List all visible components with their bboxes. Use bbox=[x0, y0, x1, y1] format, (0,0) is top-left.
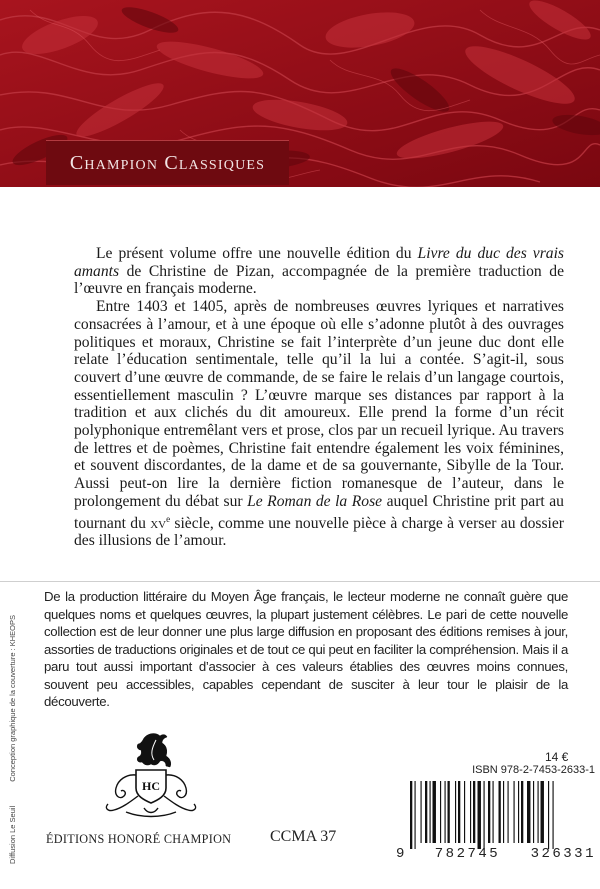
collection-description: De la production littéraire du Moyen Âge français, le lecteur moderne ne connaît guère que quelques noms et quelques œuvres, la plupart justement célèbres. Le pari de cette nouvelle collection est de leur donner une plus large diffusion en proposant des éditions remises à jour, assorties de traductions originales et de tout ce qui peut en faciliter la compréhension. Mais il a paru tout aussi important d’associer à ces valeurs établies des œuvres moins connues, souvent peu accessibles, capables cependant de susciter à leur tour le plaisir de la découverte. bbox=[44, 589, 568, 709]
barcode-digit-group-2: 326331 bbox=[530, 846, 596, 862]
series-title: Champion Classiques bbox=[69, 151, 266, 174]
barcode-bar bbox=[533, 781, 534, 843]
barcode-bar bbox=[527, 781, 530, 843]
barcode-icon bbox=[396, 779, 596, 849]
series-code: CCMA 37 bbox=[270, 828, 337, 845]
logo-initials: HC bbox=[142, 779, 160, 793]
barcode-bar bbox=[508, 781, 509, 843]
barcode-bar bbox=[553, 781, 554, 849]
summary-paragraph-1 bbox=[74, 245, 564, 298]
barcode-bar bbox=[499, 781, 501, 843]
divider-rule bbox=[0, 581, 600, 582]
barcode-bar bbox=[445, 781, 446, 843]
barcode-bar bbox=[488, 781, 490, 843]
barcode-bar bbox=[493, 781, 494, 843]
barcode-digit-lead: 9 bbox=[396, 846, 405, 862]
barcode-bar bbox=[503, 781, 504, 843]
book-title-italic: Livre du duc des vrais amants bbox=[74, 245, 564, 280]
barcode-bar bbox=[425, 781, 427, 843]
summary-p1-text-a: Le présent volume offre une nouvelle édition du bbox=[96, 245, 418, 262]
barcode-bar bbox=[440, 781, 441, 843]
summary-paragraph-2 bbox=[74, 298, 564, 550]
barcode-bar bbox=[473, 781, 475, 843]
summary-p1-text-b: de Christine de Pizan, accompagnée de la première traduction de l’œuvre en français moderne. bbox=[74, 262, 564, 298]
barcode-bar bbox=[538, 781, 539, 843]
series-title-box bbox=[46, 140, 289, 185]
barcode-bar bbox=[421, 781, 422, 843]
summary-p2-text-c: siècle, comme une nouvelle pièce à charge à verser au dossier des illusions de l’amour. bbox=[74, 514, 564, 550]
summary-p2-text-a: Entre 1403 et 1405, après de nombreuses œuvres lyriques et narratives consacrées à l’amour, et à une époque où elle s’adonne plutôt à des ouvrages politiques et moraux, Christine se fait l’interprète d’un jeune duc dont elle relate l’éducation sentimentale, telle qu’il la lui a contée. S’agit-il, sous couvert d’une œuvre de commande, de se faire le relais d’un langage courtois, essentiellement masculin ? L’œuvre marque ses distances par rapport à la tradition et aux clichés du dit amoureux. Elle prend la forme d’un récit polyphonique entremêlant vers et prose, clos par un recueil lyrique. Au travers de lettres et de poèmes, Christine fait entendre également les voix féminines, et souvent discordantes, de la dame et de sa gouvernante, Sibylle de la Tour. Aussi peut-on lire la dernière fiction romanesque de l’auteur, dans le prolongement du débat sur bbox=[74, 298, 564, 510]
barcode-bar bbox=[415, 781, 416, 849]
barcode-bar bbox=[433, 781, 436, 843]
barcode-bar bbox=[478, 781, 481, 849]
isbn: ISBN 978-2-7453-2633-1 bbox=[472, 764, 595, 776]
price: 14 € bbox=[545, 750, 569, 764]
barcode-bar bbox=[521, 781, 523, 843]
barcode-digits bbox=[396, 846, 596, 862]
century-superscript: e bbox=[166, 513, 171, 524]
barcode-bar bbox=[548, 781, 549, 849]
barcode-bar bbox=[430, 781, 431, 843]
barcode-bar bbox=[518, 781, 519, 843]
barcode-bar bbox=[464, 781, 465, 843]
publisher-name: ÉDITIONS HONORÉ CHAMPION bbox=[46, 832, 232, 846]
horse-crest-icon bbox=[96, 730, 206, 825]
barcode-digit-group-1: 782745 bbox=[434, 846, 501, 862]
design-credit: Conception graphique de la couverture : KHEOPS bbox=[8, 615, 17, 782]
barcode-bar bbox=[455, 781, 456, 843]
barcode-bar bbox=[541, 781, 544, 843]
century-numeral: xv bbox=[150, 514, 167, 532]
barcode-bar bbox=[458, 781, 460, 843]
marbled-banner bbox=[0, 0, 600, 187]
barcode-bar bbox=[514, 781, 515, 843]
barcode-bar bbox=[470, 781, 471, 843]
barcode-bar bbox=[410, 781, 412, 849]
vertical-credits bbox=[8, 615, 22, 864]
summary-p2-text-b: auquel Christine prit part au tournant du bbox=[74, 492, 564, 532]
summary-text bbox=[74, 245, 564, 550]
barcode-bar bbox=[448, 781, 450, 843]
barcode-bar bbox=[484, 781, 485, 849]
distribution-credit: Diffusion Le Seuil bbox=[8, 805, 17, 864]
roman-de-la-rose-title: Le Roman de la Rose bbox=[247, 492, 383, 510]
